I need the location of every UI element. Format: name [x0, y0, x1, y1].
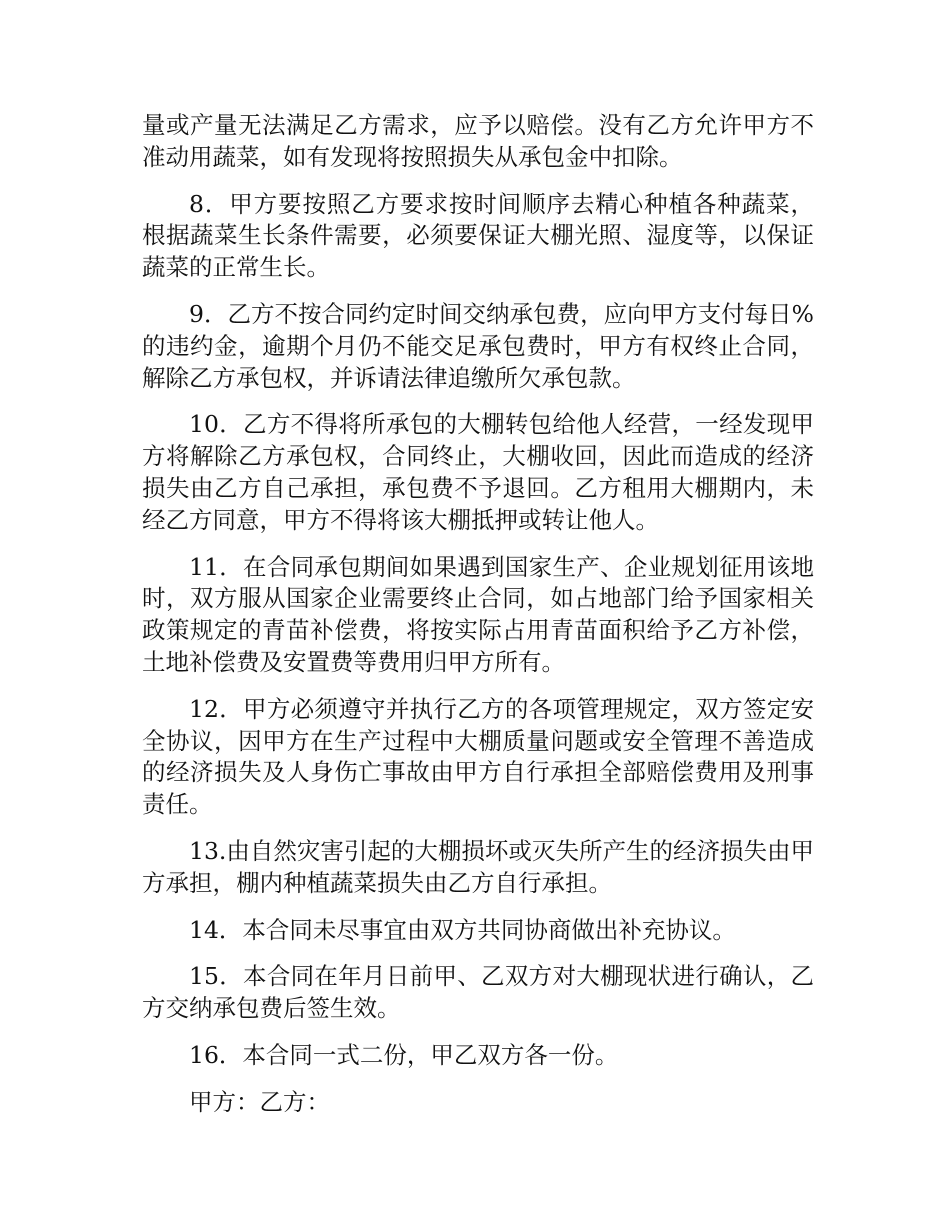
- signature-line: 甲方：乙方：: [189, 1087, 330, 1116]
- clause-9: 9．乙方不按合同约定时间交纳承包费，应向甲方支付每日%的违约金，逾期个月仍不能交足承包费时，甲方有权终止合同，解除乙方承包权，并诉请法律追缴所欠承包款。: [142, 299, 814, 392]
- clause-10: 10．乙方不得将所承包的大棚转包给他人经营，一经发现甲方将解除乙方承包权，合同终止，大棚收回，因此而造成的经济损失由乙方自己承担，承包费不予退回。乙方租用大棚期内，未经乙方同意，甲方不得将该大棚抵押或转让他人。: [142, 410, 814, 534]
- clause-12: 12．甲方必须遵守并执行乙方的各项管理规定，双方签定安全协议，因甲方在生产过程中大棚质量问题或安全管理不善造成的经济损失及人身伤亡事故由甲方自行承担全部赔偿费用及刑事责任。: [142, 694, 814, 819]
- document-page: [142, 110, 814, 1134]
- clause-13: 13.由自然灾害引起的大棚损坏或灭失所产生的经济损失由甲方承担，棚内种植蔬菜损失由乙方自行承担。: [142, 836, 814, 897]
- paragraph-continuation: 量或产量无法满足乙方需求，应予以赔偿。没有乙方允许甲方不准动用蔬菜，如有发现将按照损失从承包金中扣除。: [142, 111, 814, 171]
- clause-14: 14．本合同未尽事宜由双方共同协商做出补充协议。: [189, 915, 736, 944]
- clause-8: 8．甲方要按照乙方要求按时间顺序去精心种植各种蔬菜，根据蔬菜生长条件需要，必须要保证大棚光照、湿度等，以保证蔬菜的正常生长。: [142, 189, 814, 282]
- clause-11: 11．在合同承包期间如果遇到国家生产、企业规划征用该地时，双方服从国家企业需要终止合同，如占地部门给予国家相关政策规定的青苗补偿费，将按实际占用青苗面积给予乙方补偿，土地补偿费及安置费等费用归甲方所有。: [142, 552, 814, 676]
- clause-15: 15．本合同在年月日前甲、乙双方对大棚现状进行确认，乙方交纳承包费后签生效。: [142, 962, 814, 1023]
- clause-16: 16．本合同一式二份，甲乙双方各一份。: [189, 1040, 619, 1069]
